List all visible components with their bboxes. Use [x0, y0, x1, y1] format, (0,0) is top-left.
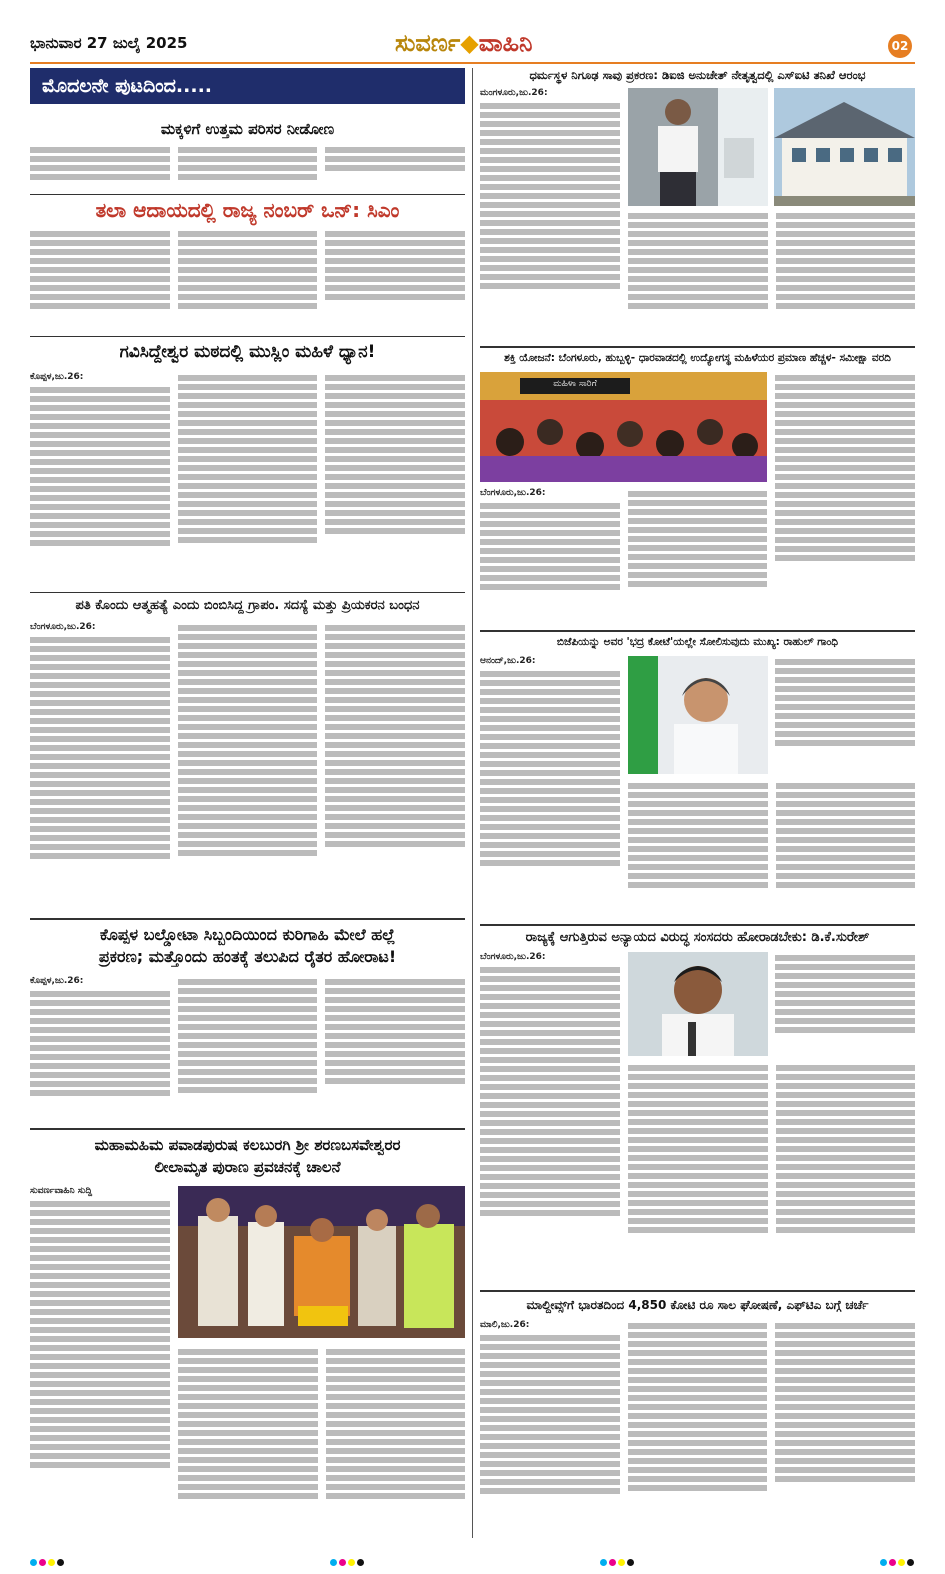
- headline-per-capita-income: ತಲಾ ಆದಾಯದಲ್ಲಿ ರಾಜ್ಯ ನಂಬರ್ ಒನ್: ಸಿಎಂ: [95, 198, 400, 222]
- article-purana-body-rest: [178, 1346, 465, 1538]
- registration-marks-center-left: [330, 1559, 364, 1566]
- page-number: 02: [888, 34, 912, 58]
- article-dk-suresh-body-col1: [480, 952, 620, 1280]
- building-photo: [774, 88, 915, 206]
- article-rahul-body-rest: [628, 780, 915, 918]
- dateline: ಸುವರ್ಣವಾಹಿನಿ ಸುದ್ದಿ: [30, 1186, 93, 1196]
- article-shakti-body-col3: [775, 372, 915, 624]
- dk-suresh-photo: [628, 952, 768, 1056]
- dateline: ಬೆಂಗಳೂರು,ಜು.26:: [30, 622, 96, 632]
- headline-maldives-loan: ಮಾಲ್ದೀವ್ಸ್‌ಗೆ ಭಾರತದಿಂದ 4,850 ಕೋಟಿ ರೂ ಸಾಲ ಘೋಷಣೆ, ಎಫ್‌ಟಿಎ ಬಗ್ಗೆ ಚರ್ಚೆ: [526, 1298, 869, 1312]
- registration-marks-center-right: [600, 1559, 634, 1566]
- dateline: ಬೆಂಗಳೂರು,ಜು.26:: [480, 952, 546, 962]
- article-per-capita-income-body: [30, 228, 465, 332]
- dateline: ಕೊಪ್ಪಳ,ಜು.26:: [30, 372, 84, 382]
- headline-good-environment: ಮಕ್ಕಳಿಗೆ ಉತ್ತಮ ಪರಿಸರ ನೀಡೋಣ: [160, 120, 335, 138]
- article-dk-suresh-body-col3: [775, 952, 915, 1056]
- article-purana-body-col1: [30, 1186, 170, 1536]
- dateline: ಆನಂದ್,ಜು.26:: [480, 656, 536, 666]
- article-muslim-woman-meditation-body: [30, 372, 465, 582]
- bus-crowd-photo: [480, 372, 767, 482]
- building-photo-graphic: [774, 88, 915, 206]
- dateline: ಮಾಲಿ,ಜು.26:: [480, 1320, 530, 1330]
- dateline: ಕೊಪ್ಪಳ,ಜು.26:: [30, 976, 84, 986]
- article-dharmasthala-body-col1: [480, 88, 620, 338]
- article-dk-suresh-body-rest: [628, 1062, 915, 1280]
- dk-suresh-photo-graphic: [628, 952, 768, 1056]
- headline-baldota-attack: [30, 924, 465, 968]
- headline-muslim-woman-meditation: ಗವಿಸಿದ್ದೇಶ್ವರ ಮಠದಲ್ಲಿ ಮುಸ್ಲಿಂ ಮಹಿಳೆ ಧ್ಯಾನ!: [119, 342, 376, 362]
- headline-panchayat-member-arrest: ಪತಿ ಕೊಂದು ಆತ್ಮಹತ್ಯೆ ಎಂದು ಬಿಂಬಿಸಿದ್ದ ಗ್ರಾಪಂ. ಸದಸ್ಯೆ ಮತ್ತು ಪ್ರಿಯಕರನ ಬಂಧನ: [75, 598, 420, 613]
- masthead: [395, 28, 532, 57]
- column-divider: [472, 68, 473, 1538]
- issue-date: ಭಾನುವಾರ 27 ಜುಲೈ 2025: [30, 34, 188, 52]
- masthead-right: ವಾಹಿನಿ: [478, 28, 533, 57]
- headline-line-2: ಲೀಲಾಮೃತ ಪುರಾಣ ಪ್ರವಚನಕ್ಕೆ ಚಾಲನೆ: [154, 1158, 341, 1176]
- headline-sharanabasaveshwara-purana: [30, 1134, 465, 1178]
- article-dharmasthala-body-rest: [628, 210, 915, 338]
- headline-rahul-gandhi: ಬಿಜೆಪಿಯನ್ನು ಅವರ 'ಭದ್ರ ಕೋಟೆ'ಯಲ್ಲೇ ಸೋಲಿಸುವುದು ಮುಖ್ಯ: ರಾಹುಲ್ ಗಾಂಧಿ: [556, 636, 839, 648]
- dateline: ಮಂಗಳೂರು,ಜು.26:: [480, 88, 548, 98]
- rahul-gandhi-photo: [628, 656, 768, 774]
- front-page-continued-banner: ಮೊದಲನೇ ಪುಟದಿಂದ.....: [30, 68, 465, 104]
- purana-event-photo: [178, 1186, 465, 1338]
- article-good-environment-body: [30, 144, 465, 194]
- event-photo-graphic: [178, 1186, 465, 1338]
- registration-marks-right: [880, 1559, 914, 1566]
- rahul-photo-graphic: [628, 656, 768, 774]
- bus-destination-sign: ಮಹಿಳಾ ಸಾರಿಗೆ: [553, 379, 597, 389]
- headline-dharmasthala-sit: ಧರ್ಮಸ್ಥಳ ನಿಗೂಢ ಸಾವು ಪ್ರಕರಣ: ಡಿಐಜಿ ಅನುಚೇತ್ ನೇತೃತ್ವದಲ್ಲಿ ಎಸ್‌ಐಟಿ ತನಿಖೆ ಆರಂಭ: [529, 68, 866, 82]
- headline-line-1: ಮಹಾಮಹಿಮ ಪವಾಡಪುರುಷ ಕಲಬುರಗಿ ಶ್ರೀ ಶರಣಬಸವೇಶ್ವರರ: [94, 1136, 401, 1154]
- headline-dk-suresh: ರಾಜ್ಯಕ್ಕೆ ಆಗುತ್ತಿರುವ ಅನ್ಯಾಯದ ವಿರುದ್ಧ ಸಂಸದರು ಹೋರಾಡಬೇಕು: ಡಿ.ಕೆ.ಸುರೇಶ್: [525, 930, 870, 945]
- headline-line-1: ಕೊಪ್ಪಳ ಬಲ್ಡೋಟಾ ಸಿಬ್ಬಂದಿಯಿಂದ ಕುರಿಗಾಹಿ ಮೇಲೆ ಹಲ್ಲೆ: [99, 925, 396, 944]
- registration-marks-left: [30, 1559, 64, 1566]
- article-rahul-body-col1: [480, 656, 620, 918]
- article-panchayat-member-arrest-body: [30, 622, 465, 912]
- masthead-left: ಸುವರ್ಣ: [395, 28, 461, 57]
- masthead-logo-icon: ◆: [460, 28, 479, 57]
- header-rule: [30, 62, 915, 64]
- officer-photo: [628, 88, 768, 206]
- dateline: ಬೆಂಗಳೂರು,ಜು.26:: [480, 488, 546, 498]
- article-baldota-attack-body: [30, 976, 465, 1114]
- headline-shakti-scheme: ಶಕ್ತಿ ಯೋಜನೆ: ಬೆಂಗಳೂರು, ಹುಬ್ಬಳ್ಳಿ- ಧಾರವಾಡದಲ್ಲಿ ಉದ್ಯೋಗಸ್ಥ ಮಹಿಳೆಯರ ಪ್ರಮಾಣ ಹೆಚ್ಚಳ- ಸಮೀಕ್ಷಾ ವರದಿ: [504, 352, 891, 364]
- article-maldives-body: [480, 1320, 915, 1538]
- article-rahul-body-col3: [775, 656, 915, 774]
- article-shakti-body: [480, 488, 767, 624]
- headline-line-2: ಪ್ರಕರಣ; ಮತ್ತೊಂದು ಹಂತಕ್ಕೆ ತಲುಪಿದ ರೈತರ ಹೋರಾಟ!: [98, 947, 397, 966]
- officer-photo-graphic: [628, 88, 768, 206]
